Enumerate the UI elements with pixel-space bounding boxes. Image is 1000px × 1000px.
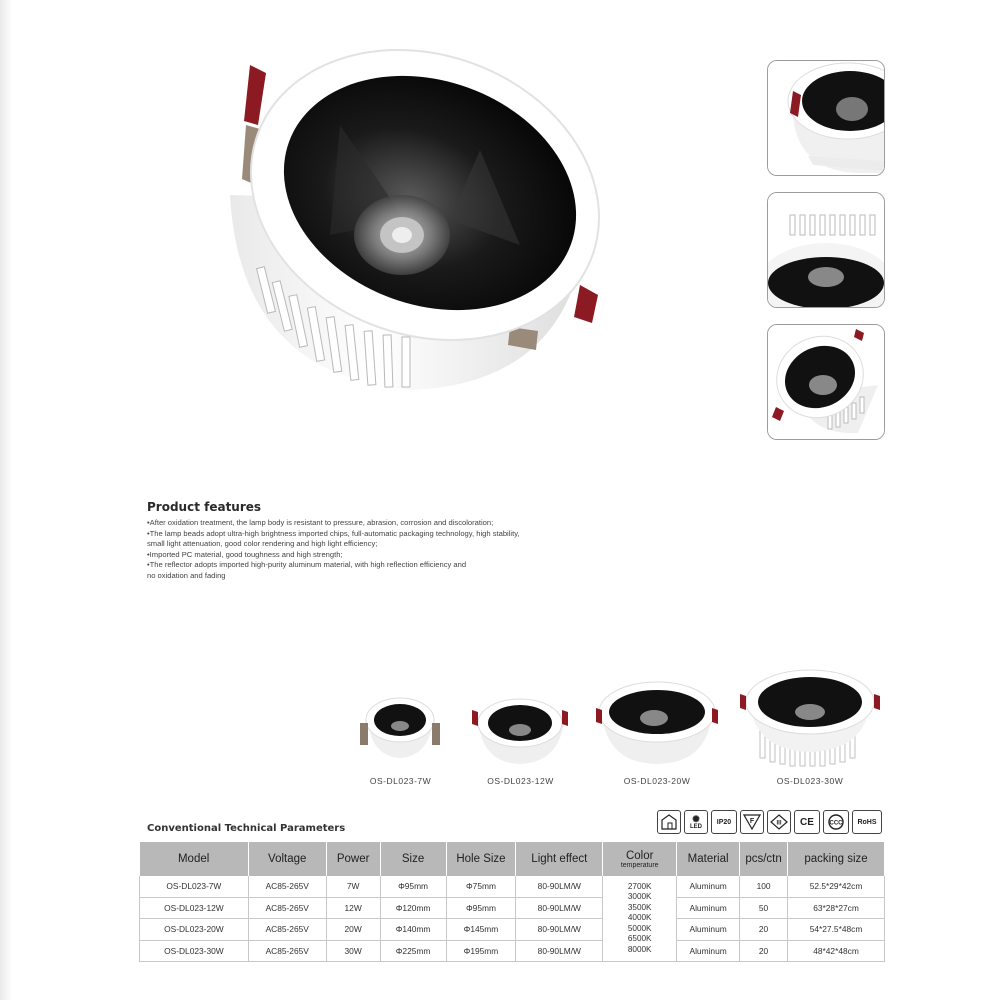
header-hole-size: Hole Size [446,842,516,876]
parameters-table [139,842,885,962]
led-icon: ✺ LED [684,810,708,834]
feature-item: •Imported PC material, good toughness and high strength; [147,549,343,559]
cell-color-temperatures [603,876,677,962]
thumbnail-side-view[interactable] [767,60,885,176]
params-title: Conventional Technical Parameters [147,823,346,834]
cell-pcs: 20 [740,940,788,962]
table-row [140,876,885,897]
svg-text:CCC: CCC [829,820,843,827]
feature-item: •The lamp beads adopt ultra-high brightness imported chips, full-automatic packaging technology, high stability, small light attenuation, good color rendering and high light efficiency; [147,528,520,549]
model-20w-image [592,668,722,768]
cell-voltage: AC85-265V [248,876,326,897]
model-12w[interactable] [468,668,573,786]
header-color-label: Color [625,849,654,862]
cell-pcs: 20 [740,919,788,941]
cell-voltage: AC85-265V [248,897,326,919]
cell-material: Aluminum [677,876,740,897]
cell-effect: 80-90LM/W [516,919,603,941]
header-color-temperature [603,842,677,876]
table-row [140,919,885,941]
color-temp: 3500K [627,902,652,912]
cell-material: Aluminum [677,897,740,919]
rohs-icon [852,810,882,834]
cell-model: OS-DL023-30W [140,940,249,962]
rohs-label: RoHS [857,818,877,826]
header-color-sub: temperature [620,861,659,869]
header-model: Model [140,842,249,876]
cell-effect: 80-90LM/W [516,897,603,919]
header-light-effect: Light effect [516,842,603,876]
color-temp: 5000K [627,923,652,933]
ce-icon [794,810,820,834]
cell-power: 30W [326,940,380,962]
cell-pcs: 100 [740,876,788,897]
cell-model: OS-DL023-20W [140,919,249,941]
model-caption: OS-DL023-12W [487,776,554,786]
features-list [147,518,667,582]
cell-voltage: AC85-265V [248,940,326,962]
cell-hole: Φ75mm [446,876,516,897]
certification-icons [657,810,882,834]
cell-size: Φ225mm [380,940,446,962]
color-temp: 6500K [627,934,652,944]
model-7w[interactable] [358,668,443,786]
cell-packing: 63*28*27cm [788,897,885,919]
cell-power: 7W [326,876,380,897]
svg-text:F: F [749,818,755,825]
thumbnail-bottom-view[interactable] [767,192,885,308]
table-row [140,940,885,962]
header-size: Size [380,842,446,876]
model-caption: OS-DL023-30W [776,776,844,786]
f-mark-icon [740,810,764,834]
model-7w-image [358,668,443,768]
cell-effect: 80-90LM/W [516,940,603,962]
cell-hole: Φ145mm [446,919,516,941]
cell-size: Φ140mm [380,919,446,941]
model-30w-image [738,668,882,768]
class-iii-icon [767,810,791,834]
cell-power: 20W [326,919,380,941]
table-row [140,897,885,919]
cell-pcs: 50 [740,897,788,919]
table-header-row [140,842,885,876]
ce-label: CE [800,816,814,828]
color-temp: 2700K [627,881,652,891]
color-temp: 4000K [627,913,652,923]
header-material: Material [677,842,740,876]
cell-packing: 54*27.5*48cm [788,919,885,941]
model-caption: OS-DL023-20W [623,776,691,786]
cell-model: OS-DL023-12W [140,897,249,919]
cell-model: OS-DL023-7W [140,876,249,897]
indoor-use-icon [657,810,681,834]
model-caption: OS-DL023-7W [369,776,432,786]
ip20-label: IP20 [716,818,732,826]
cell-packing: 48*42*48cm [788,940,885,962]
model-12w-image [468,668,573,768]
ccc-icon [823,810,849,834]
led-label: LED [690,823,702,830]
cell-size: Φ120mm [380,897,446,919]
feature-item: •The reflector adopts imported high-purity aluminum material, with high reflection efficiency and no oxidation and fading [147,560,467,580]
header-pcs: pcs/ctn [740,842,788,876]
page-edge [0,0,12,1000]
cell-hole: Φ195mm [446,940,516,962]
color-temp: 3000K [627,892,652,902]
model-20w[interactable] [592,668,722,786]
feature-item: •After oxidation treatment, the lamp body is resistant to pressure, abrasion, corrosion and discoloration; [147,518,494,527]
cell-effect: 80-90LM/W [516,876,603,897]
svg-text:III: III [776,820,782,827]
cell-material: Aluminum [677,919,740,941]
model-30w[interactable] [738,668,882,786]
thumbnail-angled-view[interactable] [767,324,885,440]
ip20-icon [711,810,737,834]
product-hero-image [220,45,620,405]
cell-hole: Φ95mm [446,897,516,919]
cell-power: 12W [326,897,380,919]
cell-voltage: AC85-265V [248,919,326,941]
header-packing-size: packing size [788,842,885,876]
header-power: Power [326,842,380,876]
color-temp: 8000K [627,944,652,954]
features-title: Product features [147,500,262,514]
cell-material: Aluminum [677,940,740,962]
cell-size: Φ95mm [380,876,446,897]
header-voltage: Voltage [248,842,326,876]
cell-packing: 52.5*29*42cm [788,876,885,897]
